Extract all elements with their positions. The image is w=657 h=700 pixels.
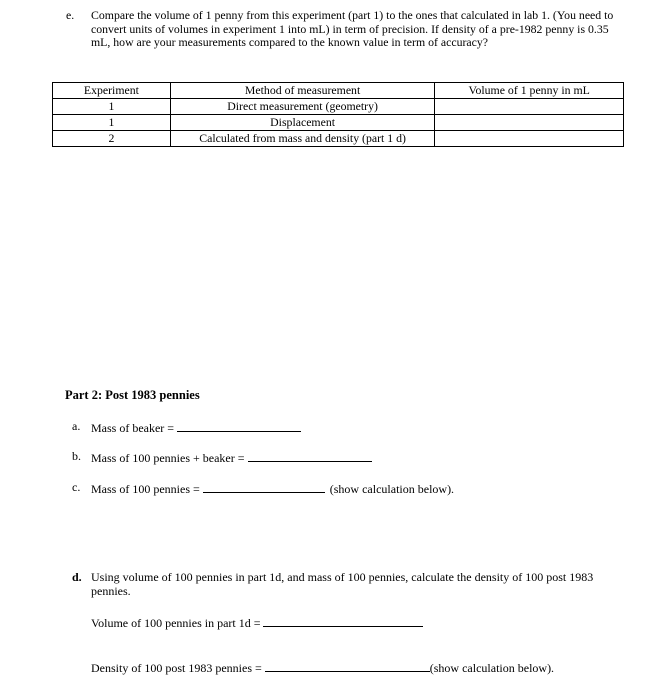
table-row [53,131,624,147]
volume-100-pennies-blank[interactable] [263,614,423,627]
volume-100-pennies-label: Volume of 100 pennies in part 1d = [91,616,261,630]
item-a [72,419,632,435]
question-e-text: Compare the volume of 1 penny from this experiment (part 1) to the ones that calculated in lab 1. (You need to convert units of volumes in experiment 1 into mL) in term of precision. If density of a pre-1982 penny is 0.35 mL, how are your measurements compared to the known value in term of accuracy? [91,8,614,50]
penny-volume-table [52,82,624,147]
item-c-marker: c. [72,480,81,494]
item-b-label: Mass of 100 pennies + beaker = [91,451,245,465]
item-d [72,570,632,600]
mass-100-pennies-blank[interactable] [203,480,325,493]
cell-method: Displacement [170,115,435,131]
question-e-marker: e. [66,8,75,22]
density-note: (show calculation below). [429,661,555,675]
header-volume: Volume of 1 penny in mL [435,83,624,99]
item-c [72,480,632,496]
table-row [53,99,624,115]
density-100-pennies-label: Density of 100 post 1983 pennies = [91,661,262,675]
density-100-pennies-blank[interactable] [265,659,430,672]
mass-pennies-beaker-blank[interactable] [248,449,372,462]
cell-volume-input[interactable] [435,115,624,131]
density-100-pennies-line [91,659,554,676]
table-header-row [53,83,624,99]
cell-volume-input[interactable] [435,99,624,115]
cell-experiment: 2 [53,131,171,147]
item-a-marker: a. [72,419,81,433]
part2-heading: Part 2: Post 1983 pennies [65,388,200,402]
item-d-marker: d. [72,570,82,584]
item-c-note: (show calculation below). [329,482,455,496]
cell-experiment: 1 [53,115,171,131]
item-d-text: Using volume of 100 pennies in part 1d, and mass of 100 pennies, calculate the density of 100 post 1983 pennies. [91,570,594,598]
item-c-label: Mass of 100 pennies = [91,482,200,496]
header-method: Method of measurement [170,83,435,99]
cell-method: Calculated from mass and density (part 1 d) [170,131,435,147]
item-b [72,449,632,465]
header-experiment: Experiment [53,83,171,99]
cell-experiment: 1 [53,99,171,115]
cell-volume-input[interactable] [435,131,624,147]
cell-method: Direct measurement (geometry) [170,99,435,115]
table-row [53,115,624,131]
volume-100-pennies-line [91,614,423,631]
mass-of-beaker-blank[interactable] [177,419,301,432]
item-b-marker: b. [72,449,81,463]
item-a-label: Mass of beaker = [91,421,175,435]
